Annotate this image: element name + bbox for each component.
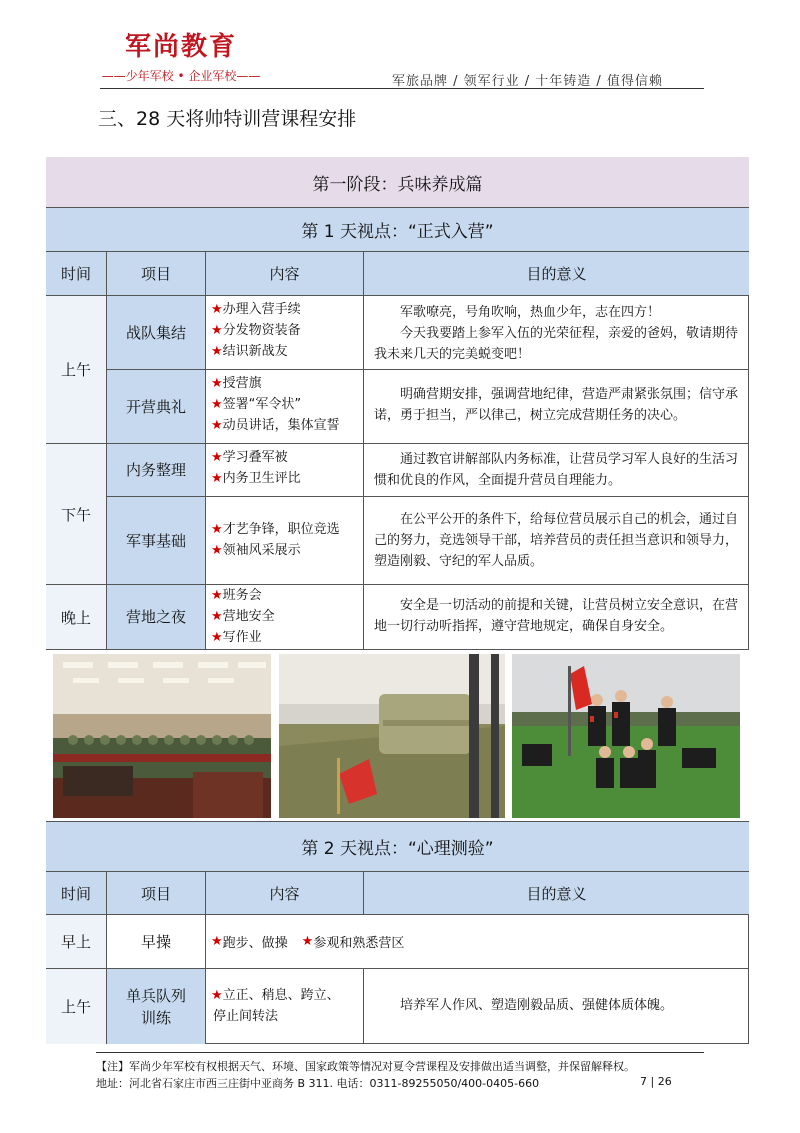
content-cell: ★授营旗 ★签署“军令状” ★动员讲话，集体宣誓 — [206, 370, 364, 443]
page-number: 7 | 26 — [640, 1075, 672, 1088]
purpose-cell: 安全是一切活动的前提和关键，让营员树立安全意识，在营地一切行动听指挥，遵守营地规定，确保自身安全。 — [374, 598, 739, 634]
star-icon: ★ — [301, 934, 314, 949]
footer-divider — [96, 1052, 704, 1053]
header-purpose: 目的意义 — [364, 252, 749, 295]
header-slogan: 军旅品牌 / 领军行业 / 十年铸造 / 值得信赖 — [392, 74, 663, 89]
purpose-cell: 在公平公开的条件下，给每位营员展示自己的机会，通过自己的努力，竞选领导干部，培养营员的责任担当意识和领导力，塑造刚毅、守纪的军人品质。 — [374, 512, 739, 569]
content-cell: ★立正、稍息、跨立、 停止间转法 — [206, 969, 364, 1044]
star-icon: ★ — [211, 630, 223, 645]
folded-quilt-photo — [279, 654, 505, 818]
content-cell: ★ 跑步、做操 ★ 参观和熟悉营区 — [211, 934, 405, 951]
header-project: 项目 — [107, 872, 206, 914]
star-icon: ★ — [211, 988, 223, 1003]
star-icon: ★ — [211, 543, 223, 558]
content-cell: ★班务会 ★营地安全 ★写作业 — [206, 585, 364, 649]
header-purpose: 目的意义 — [364, 872, 749, 914]
photo-strip — [46, 650, 749, 822]
purpose-cell: 军歌嘹亮，号角吹响，热血少年，志在四方！ 今天我要踏上参军入伍的光荣征程，亲爱的爸妈，敬请期待我未来几天的完美蜕变吧！ — [374, 305, 739, 362]
auditorium-photo — [53, 654, 271, 818]
star-icon: ★ — [211, 522, 223, 537]
star-icon: ★ — [211, 471, 223, 486]
time-morning-2: 上午 — [46, 969, 107, 1044]
header-divider — [100, 88, 704, 89]
footer-address: 地址：河北省石家庄市西三庄街中亚商务 B 311. 电话：0311-89255050/400-0405-660 — [96, 1077, 540, 1090]
star-icon: ★ — [211, 609, 223, 624]
header-content: 内容 — [206, 872, 364, 914]
purpose-cell: 培养军人作风、塑造刚毅品质、强健体质体魄。 — [400, 998, 674, 1013]
project-cell: 内务整理 — [107, 444, 206, 496]
group-field-photo — [512, 654, 740, 818]
time-morning: 上午 — [46, 296, 107, 444]
star-icon: ★ — [211, 450, 223, 465]
brand-subtitle: ——少年军校 • 企业军校—— — [101, 69, 261, 83]
header-time: 时间 — [46, 252, 107, 295]
header-time: 时间 — [46, 872, 107, 914]
day2-title: 第 2 天视点：“心理测验” — [46, 822, 749, 871]
day1-title: 第 1 天视点：“正式入营” — [46, 208, 749, 251]
star-icon: ★ — [211, 934, 223, 949]
stage-title: 第一阶段：兵味养成篇 — [46, 157, 749, 207]
table-row — [46, 969, 749, 1044]
table-row — [107, 497, 749, 585]
day1-header-row — [46, 252, 749, 296]
brand-name: 军尚教育 — [124, 32, 237, 62]
star-icon: ★ — [211, 588, 223, 603]
content-cell: ★才艺争锋，职位竞选 ★领袖风采展示 — [206, 497, 364, 584]
time-afternoon: 下午 — [46, 444, 107, 585]
brand-logo — [96, 26, 266, 84]
star-icon: ★ — [211, 344, 223, 359]
table-row — [46, 915, 749, 969]
project-cell: 军事基础 — [107, 497, 206, 584]
time-early: 早上 — [46, 915, 107, 968]
header-content: 内容 — [206, 252, 364, 295]
star-icon: ★ — [211, 376, 223, 391]
day2-row — [46, 822, 749, 872]
star-icon: ★ — [211, 302, 223, 317]
table-row — [107, 444, 749, 497]
stage-row — [46, 157, 749, 208]
project-cell: 早操 — [107, 915, 206, 968]
purpose-cell: 明确营期安排，强调营地纪律，营造严肃紧张氛围；信守承诺，勇于担当，严以律己，树立完成营期任务的决心。 — [374, 387, 739, 423]
day2-header-row — [46, 872, 749, 915]
purpose-cell: 通过教官讲解部队内务标准，让营员学习军人良好的生活习惯和优良的作风，全面提升营员自理能力。 — [374, 452, 739, 488]
footer-note: 【注】军尚少年军校有权根据天气、环境、国家政策等情况对夏令营课程及安排做出适当调整，并保留解释权。 — [96, 1060, 635, 1073]
star-icon: ★ — [211, 418, 223, 433]
time-evening: 晚上 — [46, 585, 107, 650]
table-row — [107, 370, 749, 444]
table-row — [107, 585, 749, 650]
star-icon: ★ — [211, 397, 223, 412]
project-cell: 营地之夜 — [107, 585, 206, 649]
project-cell: 战队集结 — [107, 296, 206, 369]
content-cell: ★学习叠军被 ★内务卫生评比 — [206, 444, 364, 496]
table-row — [107, 296, 749, 370]
section-title: 三、28 天将帅特训营课程安排 — [98, 108, 357, 130]
project-cell: 单兵队列训练 — [107, 969, 206, 1044]
header-project: 项目 — [107, 252, 206, 295]
star-icon: ★ — [211, 323, 223, 338]
content-cell: ★办理入营手续 ★分发物资装备 ★结识新战友 — [206, 296, 364, 369]
project-cell: 开营典礼 — [107, 370, 206, 443]
day1-row — [46, 208, 749, 252]
